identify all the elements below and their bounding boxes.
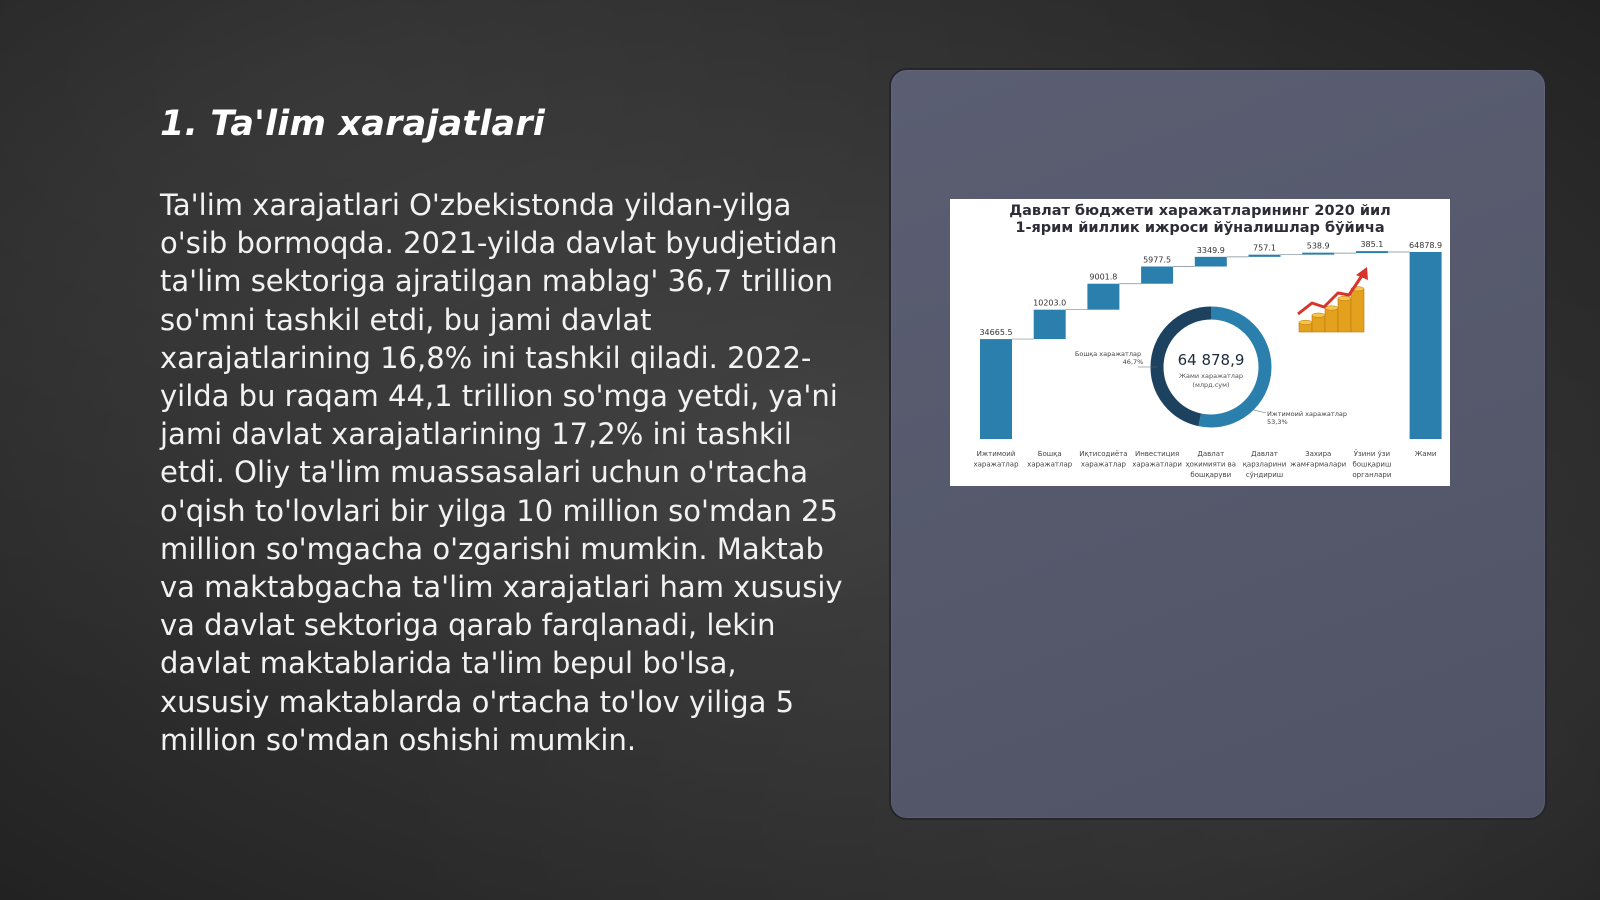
category-label-2-1: харажатлар bbox=[1080, 460, 1126, 469]
bar-5 bbox=[1249, 255, 1281, 257]
category-label-4-1: ҳокимияти ва bbox=[1185, 460, 1237, 469]
coin-top-3 bbox=[1338, 296, 1351, 300]
donut-center-caption-2: (млрд.сум) bbox=[1192, 381, 1230, 389]
coin-stack-3 bbox=[1338, 298, 1351, 332]
slide-heading: 1. Ta'lim xarajatlari bbox=[160, 104, 546, 144]
value-label-8: 64878.9 bbox=[1409, 241, 1443, 250]
value-label-1: 10203.0 bbox=[1033, 298, 1067, 308]
coin-stack-1 bbox=[1312, 315, 1325, 332]
budget-chart-figure bbox=[950, 199, 1450, 486]
bar-1 bbox=[1034, 310, 1066, 339]
value-label-7: 385.1 bbox=[1360, 240, 1384, 250]
bar-6 bbox=[1302, 253, 1334, 255]
coin-top-2 bbox=[1325, 306, 1338, 310]
donut-left-label: Бошқа харажатлар bbox=[1074, 350, 1142, 358]
category-label-4-2: бошқаруви bbox=[1190, 471, 1232, 479]
category-label-5-2: сўндириш bbox=[1245, 471, 1284, 479]
category-label-2-0: Иқтисодиёта bbox=[1079, 450, 1128, 458]
category-label-1-0: Бошқа bbox=[1037, 450, 1062, 458]
chart-title-line-2: 1-ярим йиллик ижроси йўналишлар бўйича bbox=[1015, 220, 1385, 236]
category-label-5-0: Давлат bbox=[1251, 450, 1278, 458]
bar-0 bbox=[980, 339, 1012, 439]
category-label-7-0: Ўзини ўзи bbox=[1353, 450, 1391, 458]
value-label-6: 538.9 bbox=[1306, 241, 1330, 251]
chart-title bbox=[950, 203, 1450, 237]
coin-stack-4 bbox=[1351, 289, 1364, 332]
value-label-4: 3349.9 bbox=[1196, 245, 1225, 255]
category-label-0-0: Ижтимоий bbox=[976, 450, 1016, 458]
waterfall-chart bbox=[950, 199, 1450, 486]
category-label-0-1: харажатлар bbox=[973, 460, 1019, 469]
donut-right-label: Ижтимоий харажатлар bbox=[1267, 410, 1347, 418]
bar-3 bbox=[1141, 267, 1173, 284]
category-label-3-1: харажатлари bbox=[1132, 460, 1182, 469]
coin-top-0 bbox=[1299, 320, 1312, 324]
donut-left-percent: 46,7% bbox=[1122, 358, 1144, 366]
category-label-3-0: Инвестиция bbox=[1134, 450, 1180, 458]
chart-title-line-1: Давлат бюджети харажатларининг 2020 йил bbox=[1009, 203, 1391, 219]
donut-center-value: 64 878,9 bbox=[1177, 351, 1245, 369]
value-label-0: 34665.5 bbox=[979, 328, 1013, 338]
value-label-2: 9001.8 bbox=[1089, 272, 1118, 282]
coin-top-1 bbox=[1312, 313, 1325, 317]
slide-body-text: Ta'lim xarajatlari O'zbekistonda yildan-yilga o'sib bormoqda. 2021-yilda davlat byudjetidan ta'lim sektoriga ajratilgan mablag' 36,7 trillion so'mni tashkil etdi, bu jami davlat xarajatlarining 16,8% ini tashkil qiladi. 2022-yilda bu raqam 44,1 trillion so'mga yetdi, ya'ni jami davlat xarajatlarining 17,2% ini tashkil etdi. Oliy ta'lim muassasalari uchun o'rtacha o'qish to'lovlari bir yilga 10 million so'mdan 25 million so'mgacha o'zgarishi mumkin. Maktab va maktabgacha ta'lim xarajatlari ham xususiy va davlat sektoriga qarab farqlanadi, lekin davlat maktablarida ta'lim bepul bo'lsa, xususiy maktablarda o'rtacha to'lov yiliga 5 million so'mdan oshishi mumkin. bbox=[160, 188, 843, 757]
bar-2 bbox=[1087, 284, 1119, 310]
category-label-7-2: органлари bbox=[1352, 471, 1392, 479]
coin-stack-2 bbox=[1325, 308, 1338, 332]
category-label-4-0: Давлат bbox=[1197, 450, 1225, 458]
category-label-6-0: Захира bbox=[1305, 450, 1332, 458]
value-label-3: 5977.5 bbox=[1143, 255, 1172, 265]
donut-center-caption-1: Жами харажатлар bbox=[1178, 372, 1244, 380]
category-label-6-1: жамғармалари bbox=[1290, 460, 1347, 469]
bar-4 bbox=[1195, 257, 1227, 267]
bar-7 bbox=[1356, 251, 1388, 253]
category-label-8-0: Жами bbox=[1414, 450, 1437, 458]
value-label-5: 757.1 bbox=[1253, 243, 1276, 253]
category-label-1-1: харажатлар bbox=[1027, 460, 1073, 469]
donut-right-percent: 53,3% bbox=[1267, 418, 1288, 426]
category-label-5-1: қарзларини bbox=[1242, 460, 1287, 469]
bar-8 bbox=[1410, 252, 1442, 439]
category-label-7-1: бошқариш bbox=[1352, 460, 1392, 469]
